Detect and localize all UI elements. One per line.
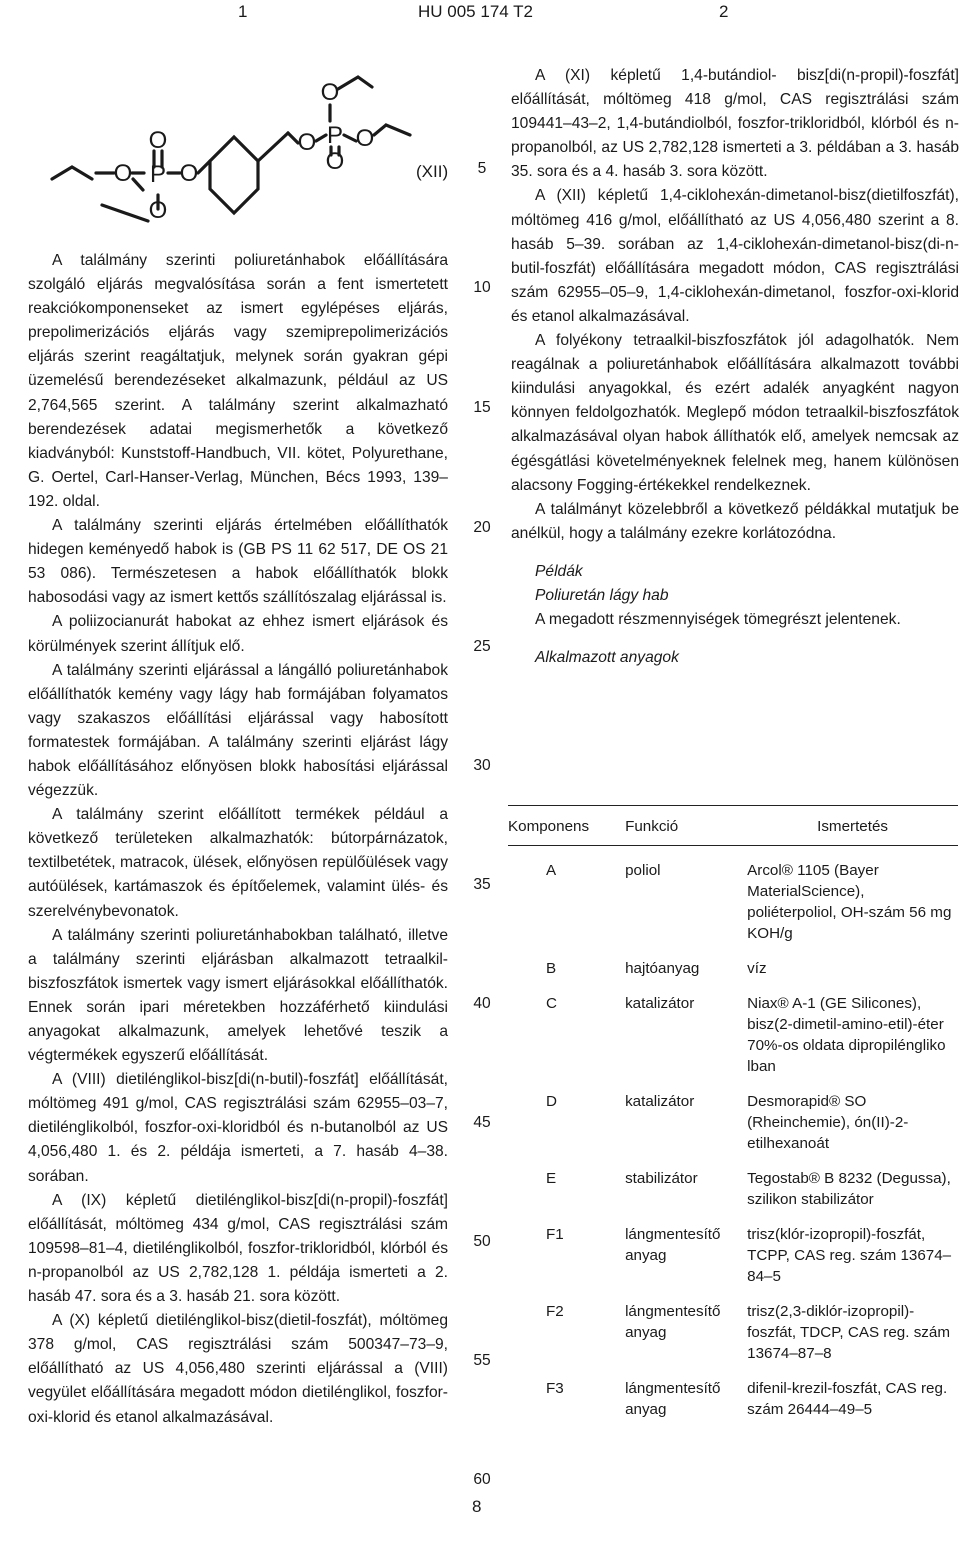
- description-cell: trisz(klór-izopropil)-foszfát, TCPP, CAS reg. szám 13674–84–5: [747, 1226, 952, 1285]
- paragraph: A találmány szerinti poliuretánhabokban található, illetve a találmány szerinti eljárásban alkalmazott tetraalkil-biszfoszfátok ismertek vagy ismert eljárásokkal előállíthatók. Ennek során ipari méretekben hozzáférhető kiindulási anyagokat alkalmazunk, amelyek lehetővé teszik a végtermékek egyszerű előállítását.: [28, 926, 448, 1065]
- page-number: 8: [472, 1497, 482, 1516]
- table-row: [508, 1154, 958, 1210]
- table-row: [508, 1364, 958, 1420]
- description-cell: difenil-krezil-foszfát, CAS reg. szám 26444–49–5: [747, 1380, 948, 1418]
- paragraph: A poliizocianurát habokat az ehhez ismert eljárások és körülmények szerint állítjuk elő.: [28, 613, 448, 655]
- component-cell: F2: [546, 1303, 564, 1320]
- paragraph: A találmányt közelebbről a következő példákkal mutatjuk be anélkül, hogy a találmány ezekre korlátozódna.: [511, 500, 959, 542]
- paragraph: A (XII) képletű 1,4-ciklohexán-dimetanol-bisz(dietilfoszfát), móltömeg 416 g/mol, előállítható az US 4,056,480 szerint a 8. hasáb 5–39. sorában az 1,4-ciklohexán-dimetanol-bisz(di-n-butil-foszfát) előállítására megadott módon, CAS regisztrálási szám 62955–05–9, 1,4-ciklohexán-dimetanol, foszfor-oxi-klorid és etanol alkalmazásával.: [511, 187, 959, 325]
- table-row: [508, 1077, 958, 1154]
- component-cell: F1: [546, 1226, 564, 1243]
- paragraph: A (XI) képletű 1,4-butándiol- bisz[di(n-propil)-foszfát] előállítását, móltömeg 418 g/mol, CAS regisztrálási szám 109441–43–2, 1,4-butándiolból, foszfor-trikloridból, klórból és n-propanolból, az US 2,782,128 ismerteti a 3. példában a 3. hasáb 35. sora és a 4. hasáb 3. sora között.: [511, 67, 959, 181]
- component-cell: E: [546, 1170, 557, 1187]
- header-document-id: HU 005 174 T2: [418, 2, 533, 21]
- oxygen-atom: O: [297, 129, 317, 156]
- left-column: [28, 249, 448, 1430]
- table-row: [508, 1210, 958, 1287]
- right-column: [511, 64, 959, 670]
- paragraph: A találmány szerinti eljárás értelmében előállíthatók hidegen keményedő habok is (GB PS 11 62 517, DE OS 21 53 086). Természetesen a habok előállíthatók blokk habosodási vagy az ismert kettős szállítószalag eljárással is.: [28, 517, 448, 607]
- paragraph: A találmány szerint előállított termékek például a következő területeken alkalmazhatók: bútorpárnázatok, textilbetétek, matracok, ülések, előnyösen repülőülések vagy autóülések, kartámaszok és építőelemek, valamint ülés- és szerelvénybevonatok.: [28, 806, 448, 920]
- column-header-function: Funkció: [599, 806, 747, 846]
- materials-heading: Alkalmazott anyagok: [535, 649, 679, 667]
- oxygen-atom: O: [148, 197, 168, 224]
- function-cell: katalizátor: [625, 995, 695, 1012]
- component-cell: C: [546, 995, 557, 1012]
- function-cell: lángmentesítő anyag: [625, 1226, 721, 1264]
- header-right-column-number: 2: [719, 2, 729, 21]
- column-header-description: Ismertetés: [747, 806, 958, 846]
- line-number: 60: [473, 1471, 491, 1488]
- oxygen-atom: O: [148, 127, 168, 154]
- paragraph: A (IX) képletű dietilénglikol-bisz[di(n-propil)-foszfát] előállítását, móltömeg 434 g/mol, CAS regisztrálási szám 109598–81–4, dietilénglikolból, foszfor-trikloridból, klórból és n-propanolból az US 2,782,128 1. példája ismerteti a 2. hasáb 47. sora és a 3. hasáb 21. sora között.: [28, 1191, 448, 1306]
- paragraph: A találmány szerinti poliuretánhabok előállítására szolgáló eljárás megvalósítása során a fent ismertetett reakciókomponenseket az ismert egylépéses eljárás, prepolimerizációs eljárás vagy szemiprepolimerizációs eljárás szerint reagáltatjuk, melynek során gyakran gépi üzemelésű berendezéseket alkalmazunk, például az US 2,764,565 szerint. A találmány szerint alkalmazható berendezések adatai megismerhetők a következő kiadványból: Kunststoff-Handbuch, VII. kötet, Polyurethane, G. Oertel, Carl-Hanser-Verlag, München, Bécs 1993, 139–192. oldal.: [28, 252, 448, 510]
- function-cell: katalizátor: [625, 1093, 695, 1110]
- column-header-component: Komponens: [508, 806, 599, 846]
- function-cell: lángmentesítő anyag: [625, 1380, 721, 1418]
- paragraph: A (X) képletű dietilénglikol-bisz(dietil-foszfát), móltömeg 378 g/mol, CAS regisztrálási szám 500347–73–9, előállítható az US 4,056,480 szerinti eljárással a (VIII) vegyület előállítására megadott módon dietilénglikol, foszfor-oxi-klorid és etanol alkalmazásával.: [28, 1312, 448, 1426]
- line-number: 45: [473, 1114, 491, 1131]
- oxygen-atom: O: [325, 148, 345, 175]
- phosphorus-atom: P: [326, 122, 344, 149]
- paragraph: A folyékony tetraalkil-biszfoszfátok jól adagolhatók. Nem reagálnak a poliuretánhabok előállítására alkalmazott további kiindulási anyagokkal, és ezért adalék anyagként nagyon könnyen feldolgozhatók. Meglepő módon tetraalkil-biszfoszfátok alkalmazásával olyan habok állíthatók elő, amelyek nemcsak az égésgátlási követelményeknek felelnek meg, hanem különösen alacsony Fogging-értékekkel rendelkeznek.: [511, 332, 959, 494]
- component-cell: B: [546, 960, 557, 977]
- paragraph: A találmány szerinti eljárással a lángálló poliuretánhabok előállíthatók kemény vagy lágy hab formájában folyamatos vagy szakaszos előállítási eljárással vagy habosított formatestek formájában. A találmány szerinti eljárást lágy habok előállításához előnyösen blokk habosítási eljárással végezzük.: [28, 661, 448, 800]
- line-number: 20: [473, 519, 491, 536]
- table-row: [508, 846, 958, 945]
- line-number: 25: [473, 638, 491, 655]
- oxygen-atom: O: [179, 160, 199, 187]
- oxygen-atom: O: [355, 125, 375, 152]
- function-cell: poliol: [625, 862, 661, 879]
- line-number: 30: [473, 757, 491, 774]
- table-header-row: [508, 806, 958, 846]
- component-cell: F3: [546, 1380, 564, 1397]
- materials-table: [508, 805, 958, 1420]
- table-row: [508, 944, 958, 979]
- description-cell: Niax® A-1 (GE Silicones), bisz(2-dimetil-amino-etil)-éter 70%-os oldata dipropiléngliko lban: [747, 995, 946, 1075]
- line-number: 5: [477, 160, 487, 177]
- function-cell: stabilizátor: [625, 1170, 698, 1187]
- line-number: 55: [473, 1352, 491, 1369]
- paragraph: A (VIII) dietilénglikol-bisz[di(n-butil)-foszfát] előállítását, móltömeg 491 g/mol, CAS regisztrálási szám 62955–03–7, dietilénglikolból, foszfor-oxi-kloridból és n-butanolból az US 4,056,480 1. és 2. példája ismerteti, a 7. hasáb 4–38. sorában.: [28, 1071, 448, 1185]
- component-cell: A: [546, 862, 557, 879]
- description-cell: Tegostab® B 8232 (Degussa), szilikon stabilizátor: [747, 1170, 951, 1208]
- oxygen-atom: O: [113, 160, 133, 187]
- table-row: [508, 979, 958, 1077]
- description-cell: Arcol® 1105 (Bayer MaterialScience), poliéterpoliol, OH-szám 56 mg KOH/g: [747, 862, 952, 942]
- function-cell: hajtóanyag: [625, 960, 700, 977]
- description-cell: Desmorapid® SO (Rheinchemie), ón(II)-2-etilhexanoát: [747, 1093, 909, 1152]
- line-number: 10: [473, 279, 491, 296]
- line-number: 35: [473, 876, 491, 893]
- description-cell: víz: [747, 960, 767, 977]
- description-cell: trisz(2,3-diklór-izopropil)-foszfát, TDCP, CAS reg. szám 13674–87–8: [747, 1303, 950, 1362]
- parts-note: A megadott részmennyiségek tömegrészt jelentenek.: [535, 611, 901, 629]
- header-left-column-number: 1: [238, 2, 248, 21]
- line-number: 40: [473, 995, 491, 1012]
- chemical-formula-xii: [40, 55, 480, 245]
- oxygen-atom: O: [320, 79, 340, 106]
- line-number: 50: [473, 1233, 491, 1250]
- component-cell: D: [546, 1093, 557, 1110]
- function-cell: lángmentesítő anyag: [625, 1303, 721, 1341]
- formula-label: (XII): [416, 162, 449, 181]
- phosphorus-atom: P: [149, 161, 167, 188]
- soft-foam-heading: Poliuretán lágy hab: [535, 586, 669, 604]
- table-row: [508, 1287, 958, 1364]
- examples-heading: Példák: [535, 562, 583, 580]
- line-number: 15: [473, 399, 491, 416]
